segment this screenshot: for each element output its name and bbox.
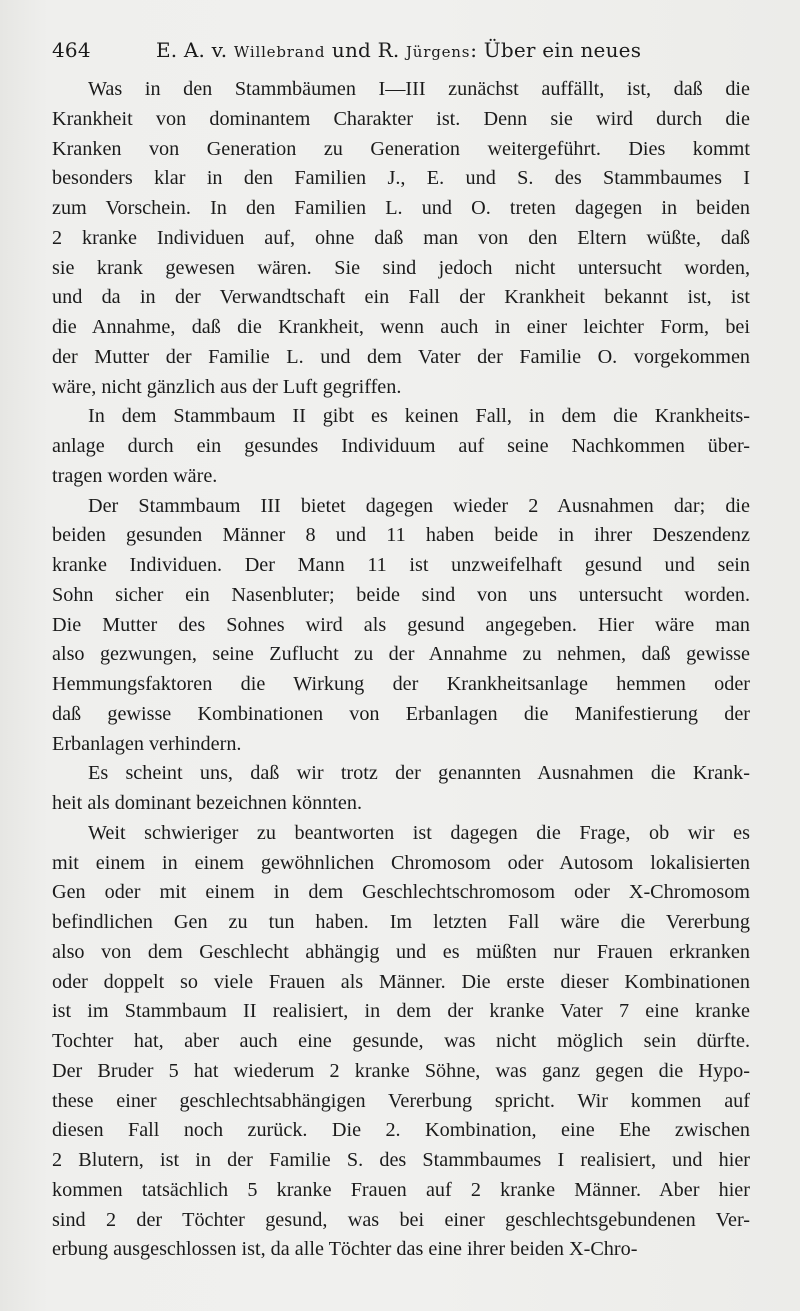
text-line: sie krank gewesen wären. Sie sind jedoch nicht untersucht worden, [52,256,750,279]
running-head-title [156,30,641,72]
text-line: also von dem Geschlecht abhängig und es müßten nur Frauen erkranken [52,940,750,963]
text-line: Tochter hat, aber auch eine gesunde, was nicht möglich sein dürfte. [52,1030,750,1052]
text-line: Krankheit von dominantem Charakter ist. Denn sie wird durch die [52,107,750,130]
text-line: beiden gesunden Männer 8 und 11 haben beide in ihrer Deszendenz [52,524,750,547]
text-line: Was in den Stammbäumen I—III zunächst auffällt, ist, daß die [88,78,750,100]
text-line: heit als dominant bezeichnen könnten. [52,792,363,814]
text-line: Sohn sicher ein Nasenbluter; beide sind von uns untersucht worden. [52,583,750,606]
text-line: befindlichen Gen zu tun haben. Im letzten Fall wäre die Vererbung [52,911,750,933]
text-line: oder doppelt so viele Frauen als Männer. Die erste dieser Kombinationen [52,970,750,993]
text-line: Kranken von Generation zu Generation weitergeführt. Dies kommt [52,137,750,160]
text-line: anlage durch ein gesundes Individuum auf seine Nachkommen über- [52,435,750,457]
text-line: Es scheint uns, daß wir trotz der genannten Ausnahmen die Krank- [88,762,750,785]
text-line: Die Mutter des Sohnes wird als gesund angegeben. Hier wäre man [52,613,750,636]
conjunction: und R. [325,38,406,62]
text-line: mit einem in einem gewöhnlichen Chromosom oder Autosom lokalisierten [52,851,750,874]
text-line: 2 Blutern, ist in der Familie S. des Stammbaumes I realisiert, und hier [52,1149,750,1171]
text-line: kranke Individuen. Der Mann 11 ist unzweifelhaft gesund und sein [52,554,750,576]
body-text [52,75,750,1265]
text-line: Hemmungsfaktoren die Wirkung der Krankheitsanlage hemmen oder [52,673,750,695]
text-line: daß gewisse Kombinationen von Erbanlagen die Manifestierung der [52,702,750,725]
text-line: ist im Stammbaum II realisiert, in dem der kranke Vater 7 eine kranke [52,1000,750,1023]
page-number: 464 [52,38,91,62]
text-line: erbung ausgeschlossen ist, da alle Töchter das eine ihrer beiden X-Chro- [52,1238,638,1261]
paragraph [52,75,750,402]
text-line: Weit schwieriger zu beantworten ist dagegen die Frage, ob wir es [88,821,750,844]
text-line: die Annahme, daß die Krankheit, wenn auch in einer leichter Form, bei [52,316,750,338]
author-1: Willebrand [233,43,326,61]
author-prefix: E. A. v. [156,38,234,62]
text-line: wäre, nicht gänzlich aus der Luft gegriffen. [52,375,402,398]
text-line: kommen tatsächlich 5 kranke Frauen auf 2 kranke Männer. Aber hier [52,1178,750,1201]
text-line: und da in der Verwandtschaft ein Fall der Krankheit bekannt ist, ist [52,286,750,309]
paragraph [52,492,750,760]
text-line: In dem Stammbaum II gibt es keinen Fall, in dem die Krankheits- [88,405,750,428]
text-line: der Mutter der Familie L. und dem Vater der Familie O. vorgekommen [52,345,750,368]
text-line: tragen worden wäre. [52,464,218,487]
text-line: also gezwungen, seine Zuflucht zu der Annahme zu nehmen, daß gewisse [52,643,750,666]
running-head [52,30,750,70]
text-line: 2 kranke Individuen auf, ohne daß man von den Eltern wüßte, daß [52,226,750,249]
paragraph [52,819,750,1265]
text-line: zum Vorschein. In den Familien L. und O. treten dagegen in beiden [52,197,750,219]
text-line: Erbanlagen verhindern. [52,732,242,755]
paragraph [52,402,750,491]
text-line: Der Bruder 5 hat wiederum 2 kranke Söhne, was ganz gegen die Hypo- [52,1059,750,1082]
text-line: diesen Fall noch zurück. Die 2. Kombination, eine Ehe zwischen [52,1119,750,1142]
text-line: Gen oder mit einem in dem Geschlechtschromosom oder X-Chromosom [52,881,750,904]
author-2: Jürgens [405,43,471,61]
text-line: Der Stammbaum III bietet dagegen wieder 2 Ausnahmen dar; die [88,494,750,517]
paragraph [52,759,750,819]
text-line: sind 2 der Töchter gesund, was bei einer geschlechtsgebundenen Ver- [52,1208,750,1231]
text-line: these einer geschlechtsabhängigen Vererbung spricht. Wir kommen auf [52,1089,750,1112]
title-fragment: : Über ein neues [470,38,642,62]
text-line: besonders klar in den Familien J., E. und S. des Stammbaumes I [52,167,750,190]
